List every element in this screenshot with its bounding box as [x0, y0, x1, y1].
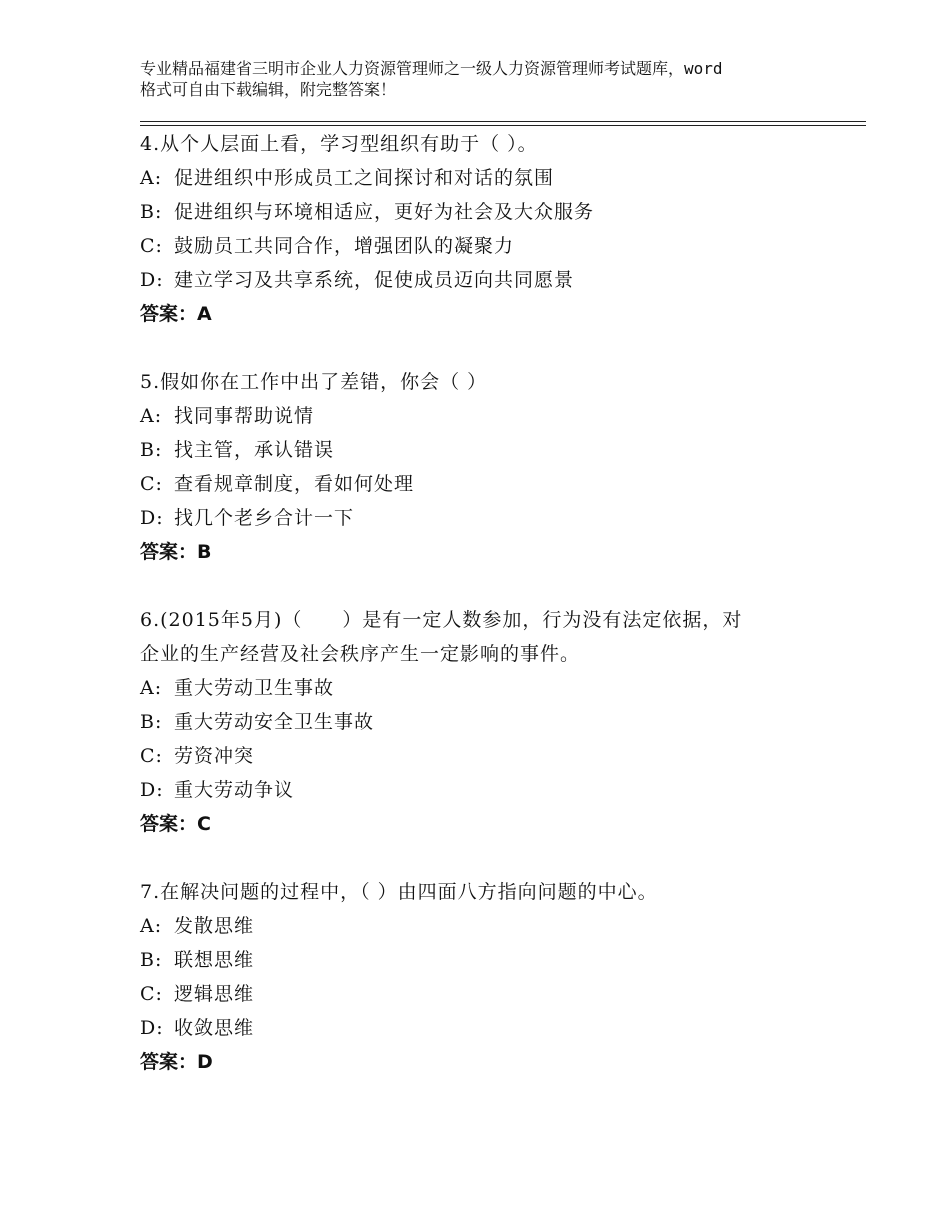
option-text: 找几个老乡合计一下	[174, 507, 355, 529]
question-4	[140, 127, 840, 331]
question-spacer	[140, 841, 840, 875]
option-label: B:	[140, 711, 163, 733]
option-b	[140, 433, 840, 467]
header-divider-top	[140, 121, 866, 122]
option-label: D:	[140, 507, 164, 529]
option-d	[140, 501, 840, 535]
option-b	[140, 943, 840, 977]
question-stem: 5.假如你在工作中出了差错，你会（ ）	[140, 371, 488, 393]
question-6	[140, 603, 840, 841]
question-stem: 7.在解决问题的过程中，（ ）由四面八方指向问题的中心。	[140, 881, 658, 903]
question-spacer	[140, 331, 840, 365]
answer-line: 答案：A	[140, 303, 212, 325]
option-label: C:	[140, 983, 163, 1005]
answer-line: 答案：B	[140, 541, 212, 563]
answer-line: 答案：C	[140, 813, 211, 835]
option-b	[140, 705, 840, 739]
question-7	[140, 875, 840, 1079]
option-d	[140, 263, 840, 297]
option-label: A:	[140, 915, 163, 937]
option-label: D:	[140, 779, 164, 801]
option-label: D:	[140, 1017, 164, 1039]
question-5	[140, 365, 840, 569]
option-text: 重大劳动安全卫生事故	[174, 711, 375, 733]
option-d	[140, 773, 840, 807]
option-text: 联想思维	[174, 949, 255, 971]
header-divider-bottom	[140, 125, 866, 126]
option-a	[140, 399, 840, 433]
question-stem: 6.(2015年5月)（ ）是有一定人数参加，行为没有法定依据，对	[140, 609, 743, 631]
option-text: 重大劳动争议	[174, 779, 295, 801]
option-text: 找同事帮助说情	[174, 405, 315, 427]
option-label: C:	[140, 745, 163, 767]
option-label: C:	[140, 473, 163, 495]
option-c	[140, 977, 840, 1011]
option-a	[140, 161, 840, 195]
option-a	[140, 909, 840, 943]
question-list	[140, 127, 840, 1079]
option-c	[140, 739, 840, 773]
option-text: 鼓励员工共同合作，增强团队的凝聚力	[174, 235, 515, 257]
option-a	[140, 671, 840, 705]
option-text: 促进组织中形成员工之间探讨和对话的氛围	[174, 167, 555, 189]
header-line-2: 格式可自由下载编辑，附完整答案！	[140, 80, 397, 99]
option-d	[140, 1011, 840, 1045]
answer-line: 答案：D	[140, 1051, 213, 1073]
option-label: A:	[140, 677, 163, 699]
option-text: 建立学习及共享系统，促使成员迈向共同愿景	[174, 269, 575, 291]
question-stem: 4.从个人层面上看，学习型组织有助于（ ）。	[140, 133, 538, 155]
option-text: 查看规章制度，看如何处理	[174, 473, 415, 495]
option-c	[140, 467, 840, 501]
option-text: 收敛思维	[174, 1017, 255, 1039]
header-line-1: 专业精品福建省三明市企业人力资源管理师之一级人力资源管理师考试题库，word	[140, 59, 723, 78]
option-b	[140, 195, 840, 229]
document-header	[140, 58, 830, 100]
option-label: B:	[140, 949, 163, 971]
option-label: B:	[140, 201, 163, 223]
option-text: 逻辑思维	[174, 983, 255, 1005]
option-label: C:	[140, 235, 163, 257]
option-text: 找主管，承认错误	[174, 439, 335, 461]
question-spacer	[140, 569, 840, 603]
option-label: B:	[140, 439, 163, 461]
option-label: A:	[140, 405, 163, 427]
option-text: 重大劳动卫生事故	[174, 677, 335, 699]
question-stem-continued: 企业的生产经营及社会秩序产生一定影响的事件。	[140, 643, 581, 665]
option-label: A:	[140, 167, 163, 189]
option-text: 劳资冲突	[174, 745, 255, 767]
option-c	[140, 229, 840, 263]
option-text: 发散思维	[174, 915, 255, 937]
option-label: D:	[140, 269, 164, 291]
option-text: 促进组织与环境相适应，更好为社会及大众服务	[174, 201, 595, 223]
